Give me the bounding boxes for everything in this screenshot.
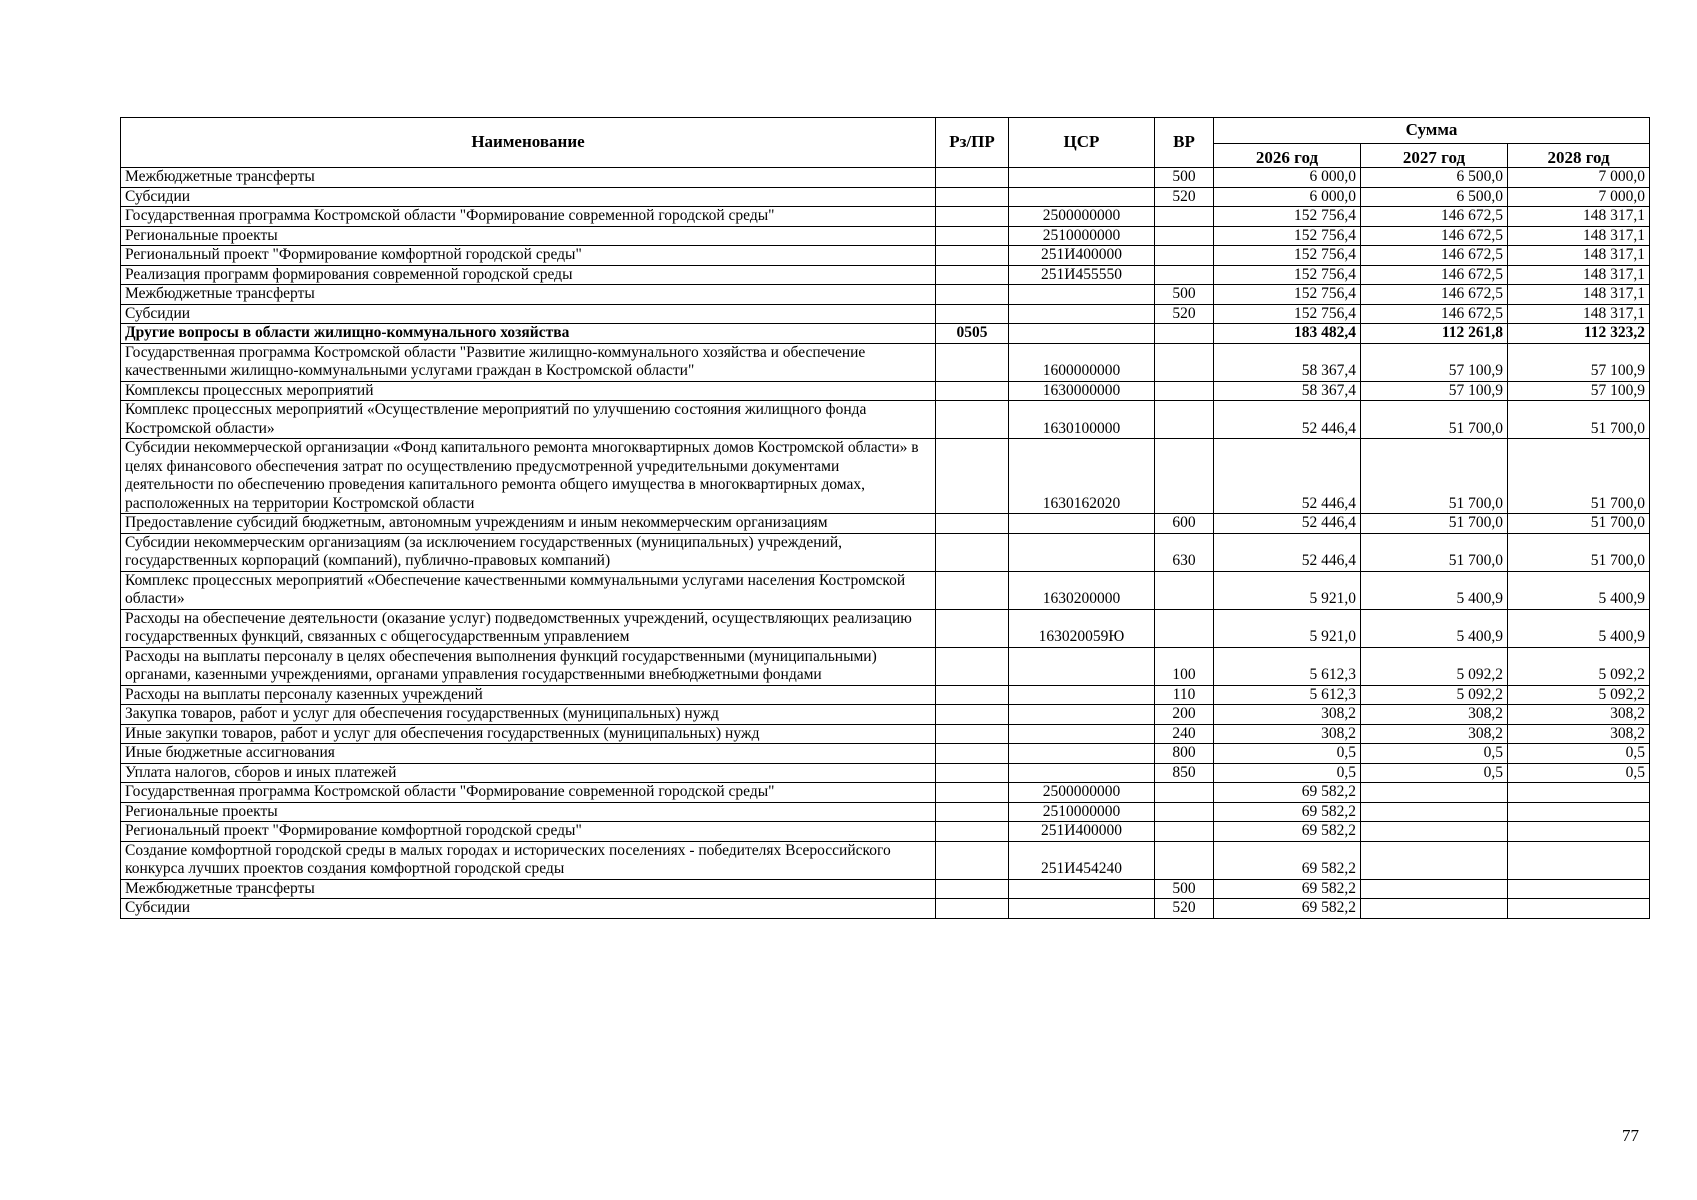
table-row: [121, 802, 1650, 822]
cell-csr: [1009, 187, 1155, 207]
cell-csr: [1009, 533, 1155, 571]
cell-2027: 51 700,0: [1361, 533, 1508, 571]
cell-name: Иные бюджетные ассигнования: [121, 744, 936, 764]
cell-2028: 51 700,0: [1508, 514, 1650, 534]
cell-name: Закупка товаров, работ и услуг для обеспечения государственных (муниципальных) нужд: [121, 705, 936, 725]
cell-2026: 5 921,0: [1214, 609, 1361, 647]
cell-name: Региональный проект "Формирование комфортной городской среды": [121, 246, 936, 266]
cell-rz: [936, 226, 1009, 246]
cell-2028: 148 317,1: [1508, 207, 1650, 227]
table-row: [121, 381, 1650, 401]
cell-2027: 0,5: [1361, 763, 1508, 783]
cell-vr: [1155, 439, 1214, 514]
cell-vr: [1155, 265, 1214, 285]
cell-rz: [936, 401, 1009, 439]
cell-vr: 850: [1155, 763, 1214, 783]
cell-vr: [1155, 343, 1214, 381]
cell-name: Создание комфортной городской среды в малых городах и исторических поселениях - победителях Всероссийского конкурса лучших проектов создания комфортной городской среды: [121, 841, 936, 879]
cell-2028: 7 000,0: [1508, 187, 1650, 207]
cell-2026: 58 367,4: [1214, 381, 1361, 401]
cell-2028: 148 317,1: [1508, 246, 1650, 266]
cell-vr: 200: [1155, 705, 1214, 725]
cell-csr: 251И400000: [1009, 246, 1155, 266]
cell-rz: [936, 381, 1009, 401]
table-row: [121, 744, 1650, 764]
cell-2028: 0,5: [1508, 744, 1650, 764]
cell-2027: 308,2: [1361, 724, 1508, 744]
table-row: [121, 841, 1650, 879]
table-header: [121, 118, 1650, 168]
cell-rz: 0505: [936, 324, 1009, 344]
cell-2027: 51 700,0: [1361, 401, 1508, 439]
table-row: [121, 226, 1650, 246]
table-body: [121, 168, 1650, 919]
cell-rz: [936, 265, 1009, 285]
table-row: [121, 187, 1650, 207]
cell-2027: 6 500,0: [1361, 168, 1508, 188]
cell-name: Комплексы процессных мероприятий: [121, 381, 936, 401]
cell-rz: [936, 304, 1009, 324]
cell-2027: 5 400,9: [1361, 571, 1508, 609]
cell-2026: 6 000,0: [1214, 187, 1361, 207]
table-row: [121, 647, 1650, 685]
cell-name: Субсидии некоммерческим организациям (за исключением государственных (муниципальных) учреждений, государственных корпораций (компаний), публично-правовых компаний): [121, 533, 936, 571]
cell-csr: [1009, 685, 1155, 705]
cell-2026: 6 000,0: [1214, 168, 1361, 188]
table-row: [121, 822, 1650, 842]
cell-name: Реализация программ формирования современной городской среды: [121, 265, 936, 285]
header-name: Наименование: [121, 118, 936, 168]
cell-2026: 152 756,4: [1214, 207, 1361, 227]
table-row: [121, 265, 1650, 285]
cell-2028: [1508, 899, 1650, 919]
cell-vr: 630: [1155, 533, 1214, 571]
cell-csr: [1009, 899, 1155, 919]
cell-rz: [936, 783, 1009, 803]
cell-2026: 152 756,4: [1214, 265, 1361, 285]
cell-rz: [936, 879, 1009, 899]
table-row: [121, 168, 1650, 188]
cell-2026: 69 582,2: [1214, 899, 1361, 919]
cell-2028: 148 317,1: [1508, 285, 1650, 305]
table-row: [121, 304, 1650, 324]
cell-2026: 5 612,3: [1214, 685, 1361, 705]
cell-csr: [1009, 647, 1155, 685]
cell-2026: 183 482,4: [1214, 324, 1361, 344]
cell-vr: 240: [1155, 724, 1214, 744]
cell-2027: [1361, 879, 1508, 899]
cell-2028: 5 092,2: [1508, 685, 1650, 705]
cell-2026: 152 756,4: [1214, 226, 1361, 246]
cell-vr: [1155, 226, 1214, 246]
table-row: [121, 514, 1650, 534]
cell-2027: 5 092,2: [1361, 647, 1508, 685]
table-row: [121, 439, 1650, 514]
cell-rz: [936, 285, 1009, 305]
cell-name: Региональные проекты: [121, 802, 936, 822]
cell-csr: 251И455550: [1009, 265, 1155, 285]
cell-vr: 600: [1155, 514, 1214, 534]
cell-name: Расходы на выплаты персоналу в целях обеспечения выполнения функций государственными (муниципальными) органами, казенными учреждениями, органами управления государственными внебюджетными фондами: [121, 647, 936, 685]
cell-rz: [936, 802, 1009, 822]
cell-2028: 57 100,9: [1508, 381, 1650, 401]
cell-vr: 110: [1155, 685, 1214, 705]
cell-2027: [1361, 783, 1508, 803]
cell-2026: 308,2: [1214, 724, 1361, 744]
cell-csr: 1600000000: [1009, 343, 1155, 381]
cell-vr: 500: [1155, 879, 1214, 899]
cell-rz: [936, 744, 1009, 764]
page-number: 77: [1622, 1126, 1639, 1145]
table-row: [121, 285, 1650, 305]
cell-name: Государственная программа Костромской области "Формирование современной городской среды": [121, 207, 936, 227]
cell-rz: [936, 168, 1009, 188]
table-row: [121, 879, 1650, 899]
cell-2027: 146 672,5: [1361, 285, 1508, 305]
cell-2028: [1508, 783, 1650, 803]
cell-2027: 112 261,8: [1361, 324, 1508, 344]
cell-csr: 251И400000: [1009, 822, 1155, 842]
cell-2026: 152 756,4: [1214, 304, 1361, 324]
cell-rz: [936, 763, 1009, 783]
cell-csr: [1009, 705, 1155, 725]
table-row: [121, 724, 1650, 744]
cell-2028: 57 100,9: [1508, 343, 1650, 381]
cell-vr: [1155, 609, 1214, 647]
cell-vr: [1155, 246, 1214, 266]
cell-csr: [1009, 763, 1155, 783]
cell-2026: 308,2: [1214, 705, 1361, 725]
cell-vr: 100: [1155, 647, 1214, 685]
cell-2026: 0,5: [1214, 744, 1361, 764]
table-row: [121, 685, 1650, 705]
header-year-2028: 2028 год: [1508, 144, 1650, 168]
cell-vr: 800: [1155, 744, 1214, 764]
cell-rz: [936, 514, 1009, 534]
table-row: [121, 609, 1650, 647]
cell-2028: [1508, 879, 1650, 899]
cell-2028: 148 317,1: [1508, 226, 1650, 246]
cell-2026: 52 446,4: [1214, 401, 1361, 439]
cell-2026: 69 582,2: [1214, 783, 1361, 803]
cell-csr: [1009, 514, 1155, 534]
table-row: [121, 899, 1650, 919]
cell-2028: [1508, 802, 1650, 822]
header-csr: ЦСР: [1009, 118, 1155, 168]
cell-2026: 69 582,2: [1214, 802, 1361, 822]
cell-2027: 146 672,5: [1361, 246, 1508, 266]
cell-rz: [936, 609, 1009, 647]
cell-2027: 146 672,5: [1361, 226, 1508, 246]
budget-table: [120, 117, 1650, 919]
cell-csr: 2510000000: [1009, 802, 1155, 822]
cell-name: Межбюджетные трансферты: [121, 168, 936, 188]
cell-2028: 0,5: [1508, 763, 1650, 783]
cell-name: Расходы на обеспечение деятельности (оказание услуг) подведомственных учреждений, осуществляющих реализацию государственных функций, связанных с общегосударственным управлением: [121, 609, 936, 647]
cell-vr: [1155, 401, 1214, 439]
cell-name: Государственная программа Костромской области "Развитие жилищно-коммунального хозяйства и обеспечение качественными жилищно-коммунальными услугами граждан в Костромской области": [121, 343, 936, 381]
cell-csr: 2500000000: [1009, 207, 1155, 227]
cell-2026: 52 446,4: [1214, 533, 1361, 571]
cell-csr: [1009, 285, 1155, 305]
cell-2027: 51 700,0: [1361, 439, 1508, 514]
cell-name: Комплекс процессных мероприятий «Осуществление мероприятий по улучшению состояния жилищного фонда Костромской области»: [121, 401, 936, 439]
cell-2028: 148 317,1: [1508, 265, 1650, 285]
cell-vr: [1155, 381, 1214, 401]
cell-2027: 146 672,5: [1361, 207, 1508, 227]
table-row: [121, 401, 1650, 439]
cell-2028: 5 092,2: [1508, 647, 1650, 685]
cell-2027: [1361, 802, 1508, 822]
cell-name: Субсидии: [121, 304, 936, 324]
cell-2027: 51 700,0: [1361, 514, 1508, 534]
cell-2026: 0,5: [1214, 763, 1361, 783]
cell-vr: [1155, 802, 1214, 822]
cell-name: Комплекс процессных мероприятий «Обеспечение качественными коммунальными услугами населения Костромской области»: [121, 571, 936, 609]
table-row: [121, 763, 1650, 783]
cell-rz: [936, 439, 1009, 514]
cell-rz: [936, 571, 1009, 609]
cell-vr: [1155, 783, 1214, 803]
table-row: [121, 571, 1650, 609]
table-row: [121, 533, 1650, 571]
cell-name: Региональный проект "Формирование комфортной городской среды": [121, 822, 936, 842]
cell-csr: 251И454240: [1009, 841, 1155, 879]
table-row: [121, 343, 1650, 381]
cell-rz: [936, 246, 1009, 266]
cell-rz: [936, 207, 1009, 227]
header-year-2027: 2027 год: [1361, 144, 1508, 168]
cell-name: Другие вопросы в области жилищно-коммунального хозяйства: [121, 324, 936, 344]
cell-csr: 2500000000: [1009, 783, 1155, 803]
cell-rz: [936, 533, 1009, 571]
cell-name: Расходы на выплаты персоналу казенных учреждений: [121, 685, 936, 705]
cell-name: Государственная программа Костромской области "Формирование современной городской среды": [121, 783, 936, 803]
cell-vr: [1155, 324, 1214, 344]
cell-2028: 51 700,0: [1508, 439, 1650, 514]
cell-2028: [1508, 841, 1650, 879]
header-sum: Сумма: [1214, 118, 1650, 144]
cell-2027: 5 400,9: [1361, 609, 1508, 647]
cell-csr: 2510000000: [1009, 226, 1155, 246]
cell-2026: 5 921,0: [1214, 571, 1361, 609]
cell-2028: 51 700,0: [1508, 533, 1650, 571]
cell-vr: 520: [1155, 187, 1214, 207]
cell-name: Предоставление субсидий бюджетным, автономным учреждениям и иным некоммерческим организациям: [121, 514, 936, 534]
cell-2026: 69 582,2: [1214, 879, 1361, 899]
cell-2026: 52 446,4: [1214, 439, 1361, 514]
cell-2026: 5 612,3: [1214, 647, 1361, 685]
cell-csr: 163020059Ю: [1009, 609, 1155, 647]
cell-name: Уплата налогов, сборов и иных платежей: [121, 763, 936, 783]
cell-2027: 57 100,9: [1361, 343, 1508, 381]
cell-name: Субсидии: [121, 899, 936, 919]
cell-csr: 1630162020: [1009, 439, 1155, 514]
cell-2027: 146 672,5: [1361, 265, 1508, 285]
cell-vr: 520: [1155, 304, 1214, 324]
cell-vr: 500: [1155, 168, 1214, 188]
cell-2028: 5 400,9: [1508, 609, 1650, 647]
cell-name: Региональные проекты: [121, 226, 936, 246]
cell-rz: [936, 822, 1009, 842]
table-row: [121, 246, 1650, 266]
cell-csr: [1009, 168, 1155, 188]
cell-rz: [936, 685, 1009, 705]
table-row: [121, 705, 1650, 725]
cell-2027: 5 092,2: [1361, 685, 1508, 705]
cell-csr: [1009, 744, 1155, 764]
cell-name: Межбюджетные трансферты: [121, 879, 936, 899]
table-row: [121, 207, 1650, 227]
cell-vr: 500: [1155, 285, 1214, 305]
cell-csr: [1009, 879, 1155, 899]
cell-csr: 1630200000: [1009, 571, 1155, 609]
header-rz: Рз/ПР: [936, 118, 1009, 168]
cell-2028: [1508, 822, 1650, 842]
cell-csr: [1009, 324, 1155, 344]
cell-2028: 5 400,9: [1508, 571, 1650, 609]
cell-2028: 148 317,1: [1508, 304, 1650, 324]
cell-2028: 51 700,0: [1508, 401, 1650, 439]
cell-vr: [1155, 841, 1214, 879]
table-row: [121, 324, 1650, 344]
cell-2026: 152 756,4: [1214, 285, 1361, 305]
cell-2027: 6 500,0: [1361, 187, 1508, 207]
cell-name: Субсидии некоммерческой организации «Фонд капитального ремонта многоквартирных домов Костромской области» в целях финансового обеспечения затрат по осуществлению предусмотренной учредительными документами деятельности по обеспечению проведения капитального ремонта общего имущества в многоквартирных домах, расположенных на территории Костромской области: [121, 439, 936, 514]
header-year-2026: 2026 год: [1214, 144, 1361, 168]
cell-2027: [1361, 841, 1508, 879]
cell-rz: [936, 705, 1009, 725]
cell-vr: 520: [1155, 899, 1214, 919]
cell-rz: [936, 724, 1009, 744]
cell-csr: 1630000000: [1009, 381, 1155, 401]
cell-vr: [1155, 571, 1214, 609]
cell-name: Иные закупки товаров, работ и услуг для обеспечения государственных (муниципальных) нужд: [121, 724, 936, 744]
cell-2028: 112 323,2: [1508, 324, 1650, 344]
cell-rz: [936, 187, 1009, 207]
cell-2028: 7 000,0: [1508, 168, 1650, 188]
header-vr: ВР: [1155, 118, 1214, 168]
cell-2027: [1361, 899, 1508, 919]
cell-2027: 0,5: [1361, 744, 1508, 764]
cell-csr: 1630100000: [1009, 401, 1155, 439]
cell-2027: 146 672,5: [1361, 304, 1508, 324]
cell-2026: 69 582,2: [1214, 841, 1361, 879]
cell-2027: 57 100,9: [1361, 381, 1508, 401]
cell-2026: 152 756,4: [1214, 246, 1361, 266]
cell-2028: 308,2: [1508, 705, 1650, 725]
cell-csr: [1009, 724, 1155, 744]
cell-2026: 52 446,4: [1214, 514, 1361, 534]
cell-name: Субсидии: [121, 187, 936, 207]
cell-vr: [1155, 822, 1214, 842]
cell-2028: 308,2: [1508, 724, 1650, 744]
cell-vr: [1155, 207, 1214, 227]
cell-rz: [936, 899, 1009, 919]
cell-name: Межбюджетные трансферты: [121, 285, 936, 305]
cell-rz: [936, 841, 1009, 879]
cell-rz: [936, 647, 1009, 685]
cell-2027: [1361, 822, 1508, 842]
cell-2027: 308,2: [1361, 705, 1508, 725]
cell-2026: 58 367,4: [1214, 343, 1361, 381]
cell-rz: [936, 343, 1009, 381]
cell-2026: 69 582,2: [1214, 822, 1361, 842]
cell-csr: [1009, 304, 1155, 324]
table-row: [121, 783, 1650, 803]
